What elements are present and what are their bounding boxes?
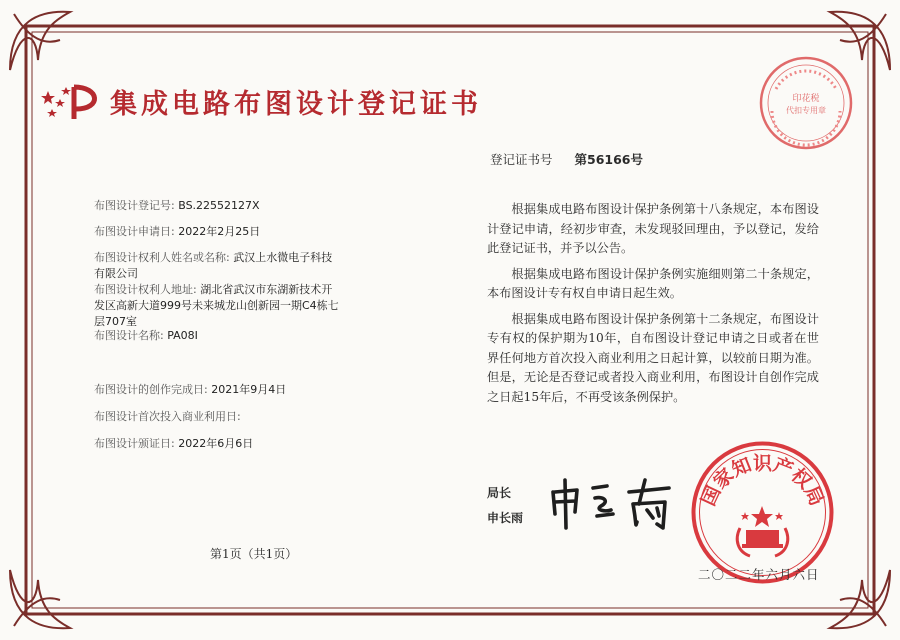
paragraph-3: 根据集成电路布图设计保护条例第十二条规定，布图设计专有权的保护期为10年，自布图设计登记申请之日或者在世界任何地方首次投入商业利用之日起计算，以较前日期为准。但是，无论是否登记或者投入商业利用，布图设计自创作完成之日起15年后，不再受该条例保护。: [487, 311, 819, 404]
emblem-logo-icon: [40, 83, 104, 121]
apply-date-label: 布图设计申请日:: [94, 225, 175, 238]
field-address: [94, 282, 406, 330]
reg-no-label: 布图设计登记号:: [94, 199, 175, 212]
page-number: 第1页（共1页）: [210, 547, 298, 561]
issue-date-label: 布图设计颁证日:: [94, 437, 175, 450]
reg-cert-number: 第56166号: [574, 152, 644, 167]
director-title: 局长: [487, 486, 512, 500]
field-design-name: [94, 328, 406, 344]
issue-date-footer: 二〇二二年六月六日: [698, 567, 820, 582]
tax-stamp-text-2: 代扣专用章: [786, 106, 826, 115]
field-creation-date: [94, 382, 406, 398]
director-name: 申长雨: [487, 511, 524, 525]
issue-date-value: 2022年6月6日: [178, 437, 254, 450]
paragraph-1: 根据集成电路布图设计保护条例第十八条规定，本布图设计登记申请，经初步审查，未发现驳回理由，予以登记，发给此登记证书，并予以公告。: [487, 202, 819, 255]
signature-image: [545, 470, 680, 532]
creation-date-value: 2021年9月4日: [211, 383, 287, 396]
reg-no-value: BS.22552127X: [178, 199, 260, 212]
address-value-line3: 层707室: [94, 315, 137, 328]
certificate-title: 集成电路布图设计登记证书: [110, 89, 482, 120]
registration-cert-line: [490, 150, 643, 168]
field-first-use: [94, 409, 406, 425]
design-name-value: PA08I: [167, 329, 198, 342]
certificate-header: [40, 82, 482, 121]
first-use-label: 布图设计首次投入商业利用日:: [94, 410, 241, 423]
creation-date-label: 布图设计的创作完成日:: [94, 383, 208, 396]
legal-text: [487, 200, 819, 413]
field-issue-date: [94, 436, 406, 452]
address-label: 布图设计权利人地址:: [94, 283, 197, 296]
reg-cert-label: 登记证书号: [490, 152, 553, 167]
paragraph-2: 根据集成电路布图设计保护条例实施细则第二十条规定，本布图设计专有权自申请日起生效。: [487, 266, 819, 300]
tax-stamp-text-1: 印花税: [792, 94, 820, 104]
seal-arc-text: 国家知识产权局: [697, 452, 828, 510]
address-value-line1: 湖北省武汉市东湖新技术开: [200, 283, 333, 296]
tax-stamp-image: [758, 55, 854, 151]
address-value-line2: 发区高新大道999号未来城龙山创新园一期C4栋七: [94, 299, 339, 312]
apply-date-value: 2022年2月25日: [178, 225, 261, 238]
owner-value-line2: 有限公司: [94, 267, 138, 280]
owner-value-line1: 武汉上水微电子科技: [233, 251, 333, 264]
owner-label: 布图设计权利人姓名或名称:: [94, 251, 230, 264]
official-seal-image: [690, 440, 835, 585]
field-reg-no: [94, 198, 406, 214]
design-name-label: 布图设计名称:: [94, 329, 164, 342]
field-apply-date: [94, 224, 406, 240]
field-owner: [94, 250, 406, 282]
